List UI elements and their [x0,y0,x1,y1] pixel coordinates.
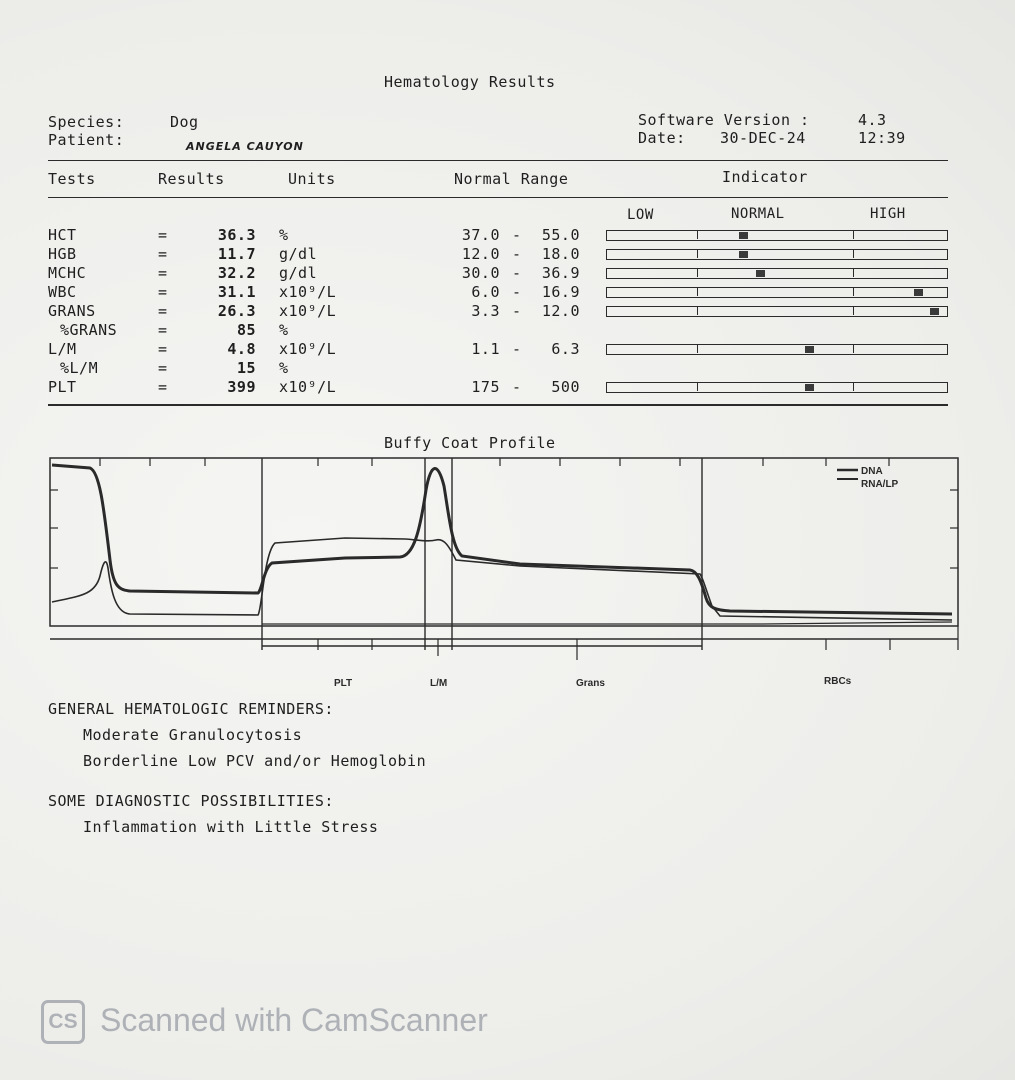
indicator-low-boundary [697,269,698,277]
possibility-item: Inflammation with Little Stress [83,818,379,836]
report-title: Hematology Results [384,73,556,91]
indicator-bar [606,306,948,317]
buffy-coat-title: Buffy Coat Profile [384,434,556,452]
test-name: GRANS [48,302,96,320]
indicator-high-boundary [853,269,854,277]
bottom-ticks [318,626,958,660]
result-unit: x10⁹/L [279,340,337,358]
zone-separators [262,458,702,650]
range-low: 175 [471,378,500,396]
equals-sign: = [158,264,168,282]
range-dash: - [512,302,522,320]
indicator-low-label: LOW [627,207,654,223]
patient-name: ANGELA CAUYON [186,140,304,153]
range-dash: - [512,264,522,282]
camscanner-watermark-text: Scanned with CamScanner [100,1002,488,1038]
indicator-marker [805,384,814,391]
col-tests: Tests [48,170,96,188]
result-unit: x10⁹/L [279,302,337,320]
indicator-bar [606,230,948,241]
col-normal-range: Normal Range [454,170,569,188]
rna-lp-curve [52,538,952,620]
legend-rna-lp-label: RNA/LP [861,479,899,490]
indicator-low-boundary [697,231,698,239]
indicator-marker [805,346,814,353]
equals-sign: = [158,245,168,263]
col-units: Units [288,170,336,188]
buffy-coat-plot [0,450,1015,700]
software-label: Software Version : [638,111,810,129]
indicator-high-boundary [853,345,854,353]
columns-rule [48,197,948,198]
result-value: 399 [227,378,256,396]
top-ticks [100,458,889,466]
zone-label-plt: PLT [334,678,353,689]
reminders-heading: GENERAL HEMATOLOGIC REMINDERS: [48,700,334,718]
date-value: 30-DEC-24 [720,129,806,147]
test-name: %GRANS [60,321,118,339]
test-name: HGB [48,245,77,263]
range-dash: - [512,226,522,244]
indicator-high-boundary [853,383,854,391]
indicator-bar [606,287,948,298]
plot-frame [50,458,958,626]
indicator-low-boundary [697,345,698,353]
zone-label-lm: L/M [430,678,448,689]
test-name: %L/M [60,359,99,377]
side-ticks [50,490,958,568]
result-unit: g/dl [279,245,318,263]
indicator-normal-label: NORMAL [731,206,785,222]
equals-sign: = [158,302,168,320]
range-low: 1.1 [471,340,500,358]
software-version: 4.3 [858,111,887,129]
indicator-high-boundary [853,307,854,315]
legend-dna-label: DNA [861,466,883,477]
results-rule [48,404,948,406]
range-high: 16.9 [541,283,580,301]
test-name: HCT [48,226,77,244]
indicator-marker [756,270,765,277]
result-unit: % [279,226,289,244]
range-high: 18.0 [541,245,580,263]
range-dash: - [512,245,522,263]
test-name: WBC [48,283,77,301]
reminder-item: Moderate Granulocytosis [83,726,303,744]
indicator-high-boundary [853,250,854,258]
result-unit: % [279,359,289,377]
indicator-bar [606,344,948,355]
result-value: 15 [236,359,256,377]
range-low: 3.3 [471,302,500,320]
indicator-marker [914,289,923,296]
result-value: 32.2 [217,264,256,282]
indicator-marker [739,232,748,239]
date-label: Date: [638,129,686,147]
equals-sign: = [158,359,168,377]
result-value: 36.3 [217,226,256,244]
range-dash: - [512,283,522,301]
result-unit: g/dl [279,264,318,282]
equals-sign: = [158,226,168,244]
indicator-marker [930,308,939,315]
indicator-low-boundary [697,288,698,296]
col-indicator: Indicator [722,168,808,186]
baseline-curve [262,622,952,624]
equals-sign: = [158,321,168,339]
col-results: Results [158,170,225,188]
indicator-high-boundary [853,231,854,239]
range-high: 500 [551,378,580,396]
zone-label-rbcs: RBCs [824,676,852,687]
reminder-item: Borderline Low PCV and/or Hemoglobin [83,752,427,770]
result-value: 85 [236,321,256,339]
species-label: Species: [48,113,125,131]
indicator-marker [739,251,748,258]
range-dash: - [512,378,522,396]
result-unit: x10⁹/L [279,283,337,301]
range-low: 6.0 [471,283,500,301]
test-name: MCHC [48,264,87,282]
test-name: L/M [48,340,77,358]
range-high: 55.0 [541,226,580,244]
indicator-high-boundary [853,288,854,296]
result-value: 4.8 [227,340,256,358]
indicator-low-boundary [697,383,698,391]
equals-sign: = [158,340,168,358]
indicator-bar [606,382,948,393]
result-unit: % [279,321,289,339]
indicator-low-boundary [697,307,698,315]
patient-label: Patient: [48,131,125,149]
equals-sign: = [158,378,168,396]
range-high: 12.0 [541,302,580,320]
camscanner-logo: CS [41,1000,85,1044]
range-dash: - [512,340,522,358]
range-low: 37.0 [461,226,500,244]
range-low: 12.0 [461,245,500,263]
header-rule [48,160,948,161]
dna-curve [52,465,952,614]
range-low: 30.0 [461,264,500,282]
indicator-low-boundary [697,250,698,258]
indicator-bar [606,268,948,279]
range-high: 6.3 [551,340,580,358]
result-value: 26.3 [217,302,256,320]
range-high: 36.9 [541,264,580,282]
time-value: 12:39 [858,129,906,147]
possibilities-heading: SOME DIAGNOSTIC POSSIBILITIES: [48,792,334,810]
equals-sign: = [158,283,168,301]
species-value: Dog [170,113,199,131]
indicator-bar [606,249,948,260]
indicator-high-label: HIGH [870,206,906,222]
result-value: 11.7 [217,245,256,263]
result-value: 31.1 [217,283,256,301]
zone-label-grans: Grans [576,678,605,689]
result-unit: x10⁹/L [279,378,337,396]
test-name: PLT [48,378,77,396]
